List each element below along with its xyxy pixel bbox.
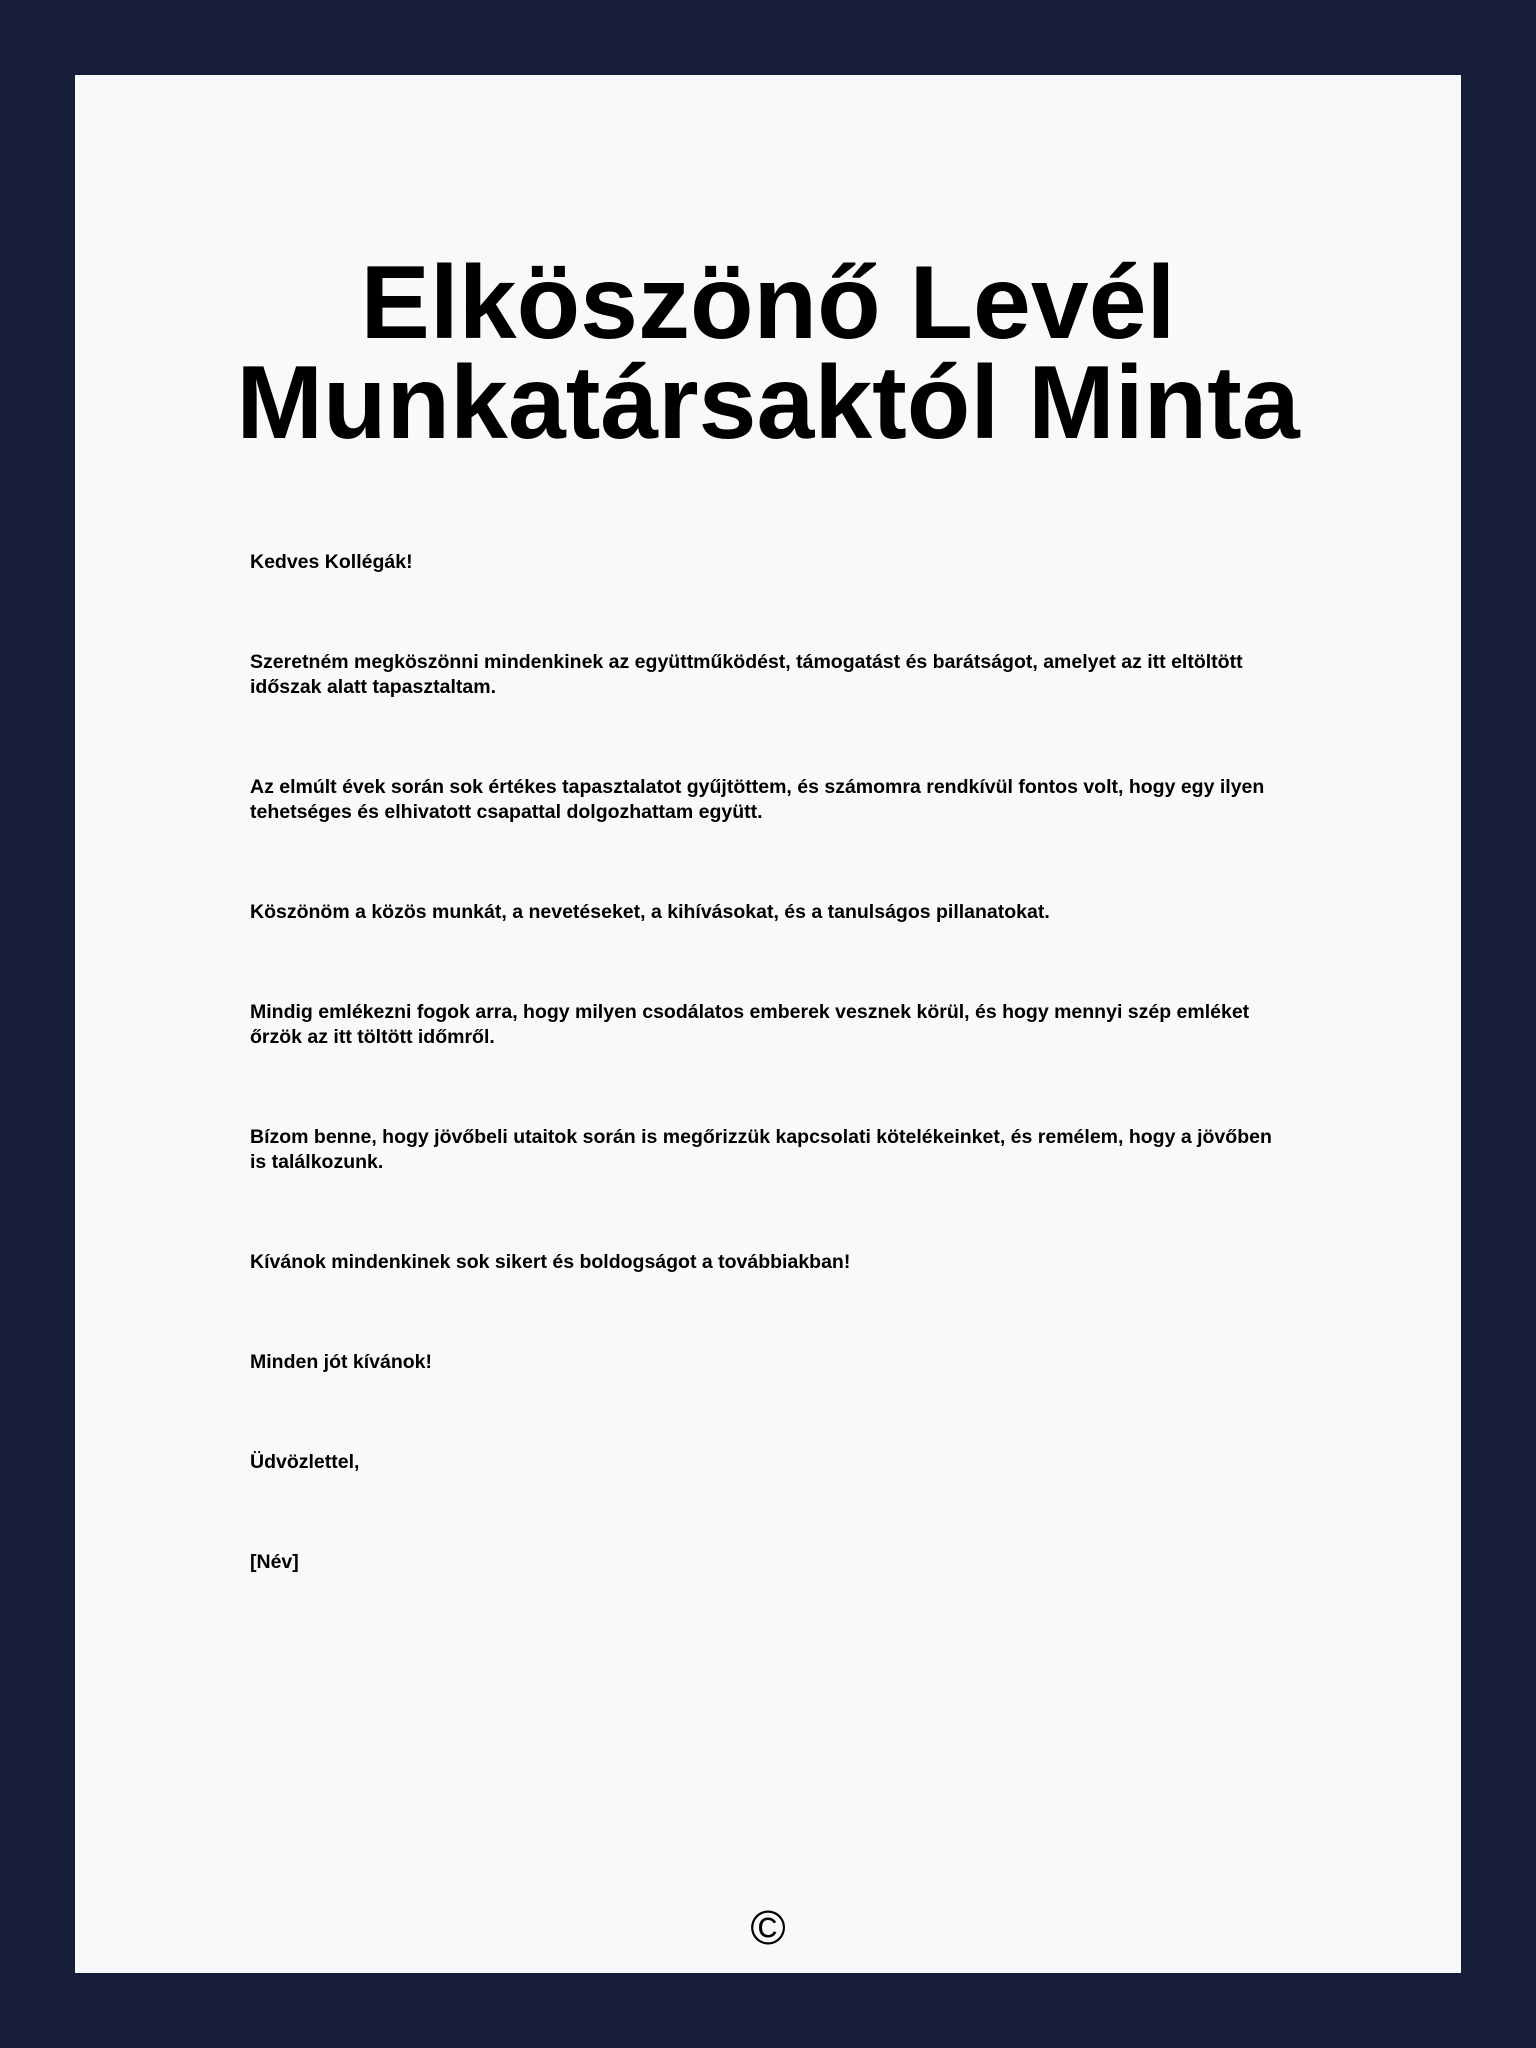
title-line-1: Elköszönő Levél — [360, 245, 1176, 361]
paragraph-experience: Az elmúlt évek során sok értékes tapasztalatot gyűjtöttem, és számomra rendkívül fontos volt, hogy egy ilyen tehetséges és elhivatott csapattal dolgozhattam együtt. — [250, 776, 1265, 823]
paragraph-memories: Mindig emlékezni fogok arra, hogy milyen csodálatos emberek vesznek körül, és hogy mennyi szép emléket őrzök az itt töltött időmről. — [250, 1001, 1250, 1048]
paragraph-future: Bízom benne, hogy jövőbeli utaitok során is megőrizzük kapcsolati kötelékeinket, és remélem, hogy a jövőben is találkozunk. — [250, 1126, 1272, 1173]
sign-off: Üdvözlettel, — [250, 1451, 360, 1473]
signature-name: [Név] — [250, 1551, 299, 1573]
paragraph-gratitude: Köszönöm a közös munkát, a nevetéseket, a kihívásokat, és a tanulságos pillanatokat. — [250, 901, 1050, 923]
paragraph-wishes: Kívánok mindenkinek sok sikert és boldogságot a továbbiakban! — [250, 1251, 851, 1273]
title-line-2: Munkatársaktól Minta — [236, 345, 1300, 461]
letter-body — [250, 550, 1290, 1650]
paragraph-thanks: Szeretném megköszönni mindenkinek az együttműködést, támogatást és barátságot, amelyet az itt eltöltött időszak alatt tapasztaltam. — [250, 651, 1243, 698]
greeting: Kedves Kollégák! — [250, 551, 413, 573]
copyright-icon: © — [750, 1902, 786, 1955]
document-title — [75, 245, 1461, 461]
closing-wish: Minden jót kívánok! — [250, 1351, 433, 1373]
document-page — [75, 75, 1461, 1973]
